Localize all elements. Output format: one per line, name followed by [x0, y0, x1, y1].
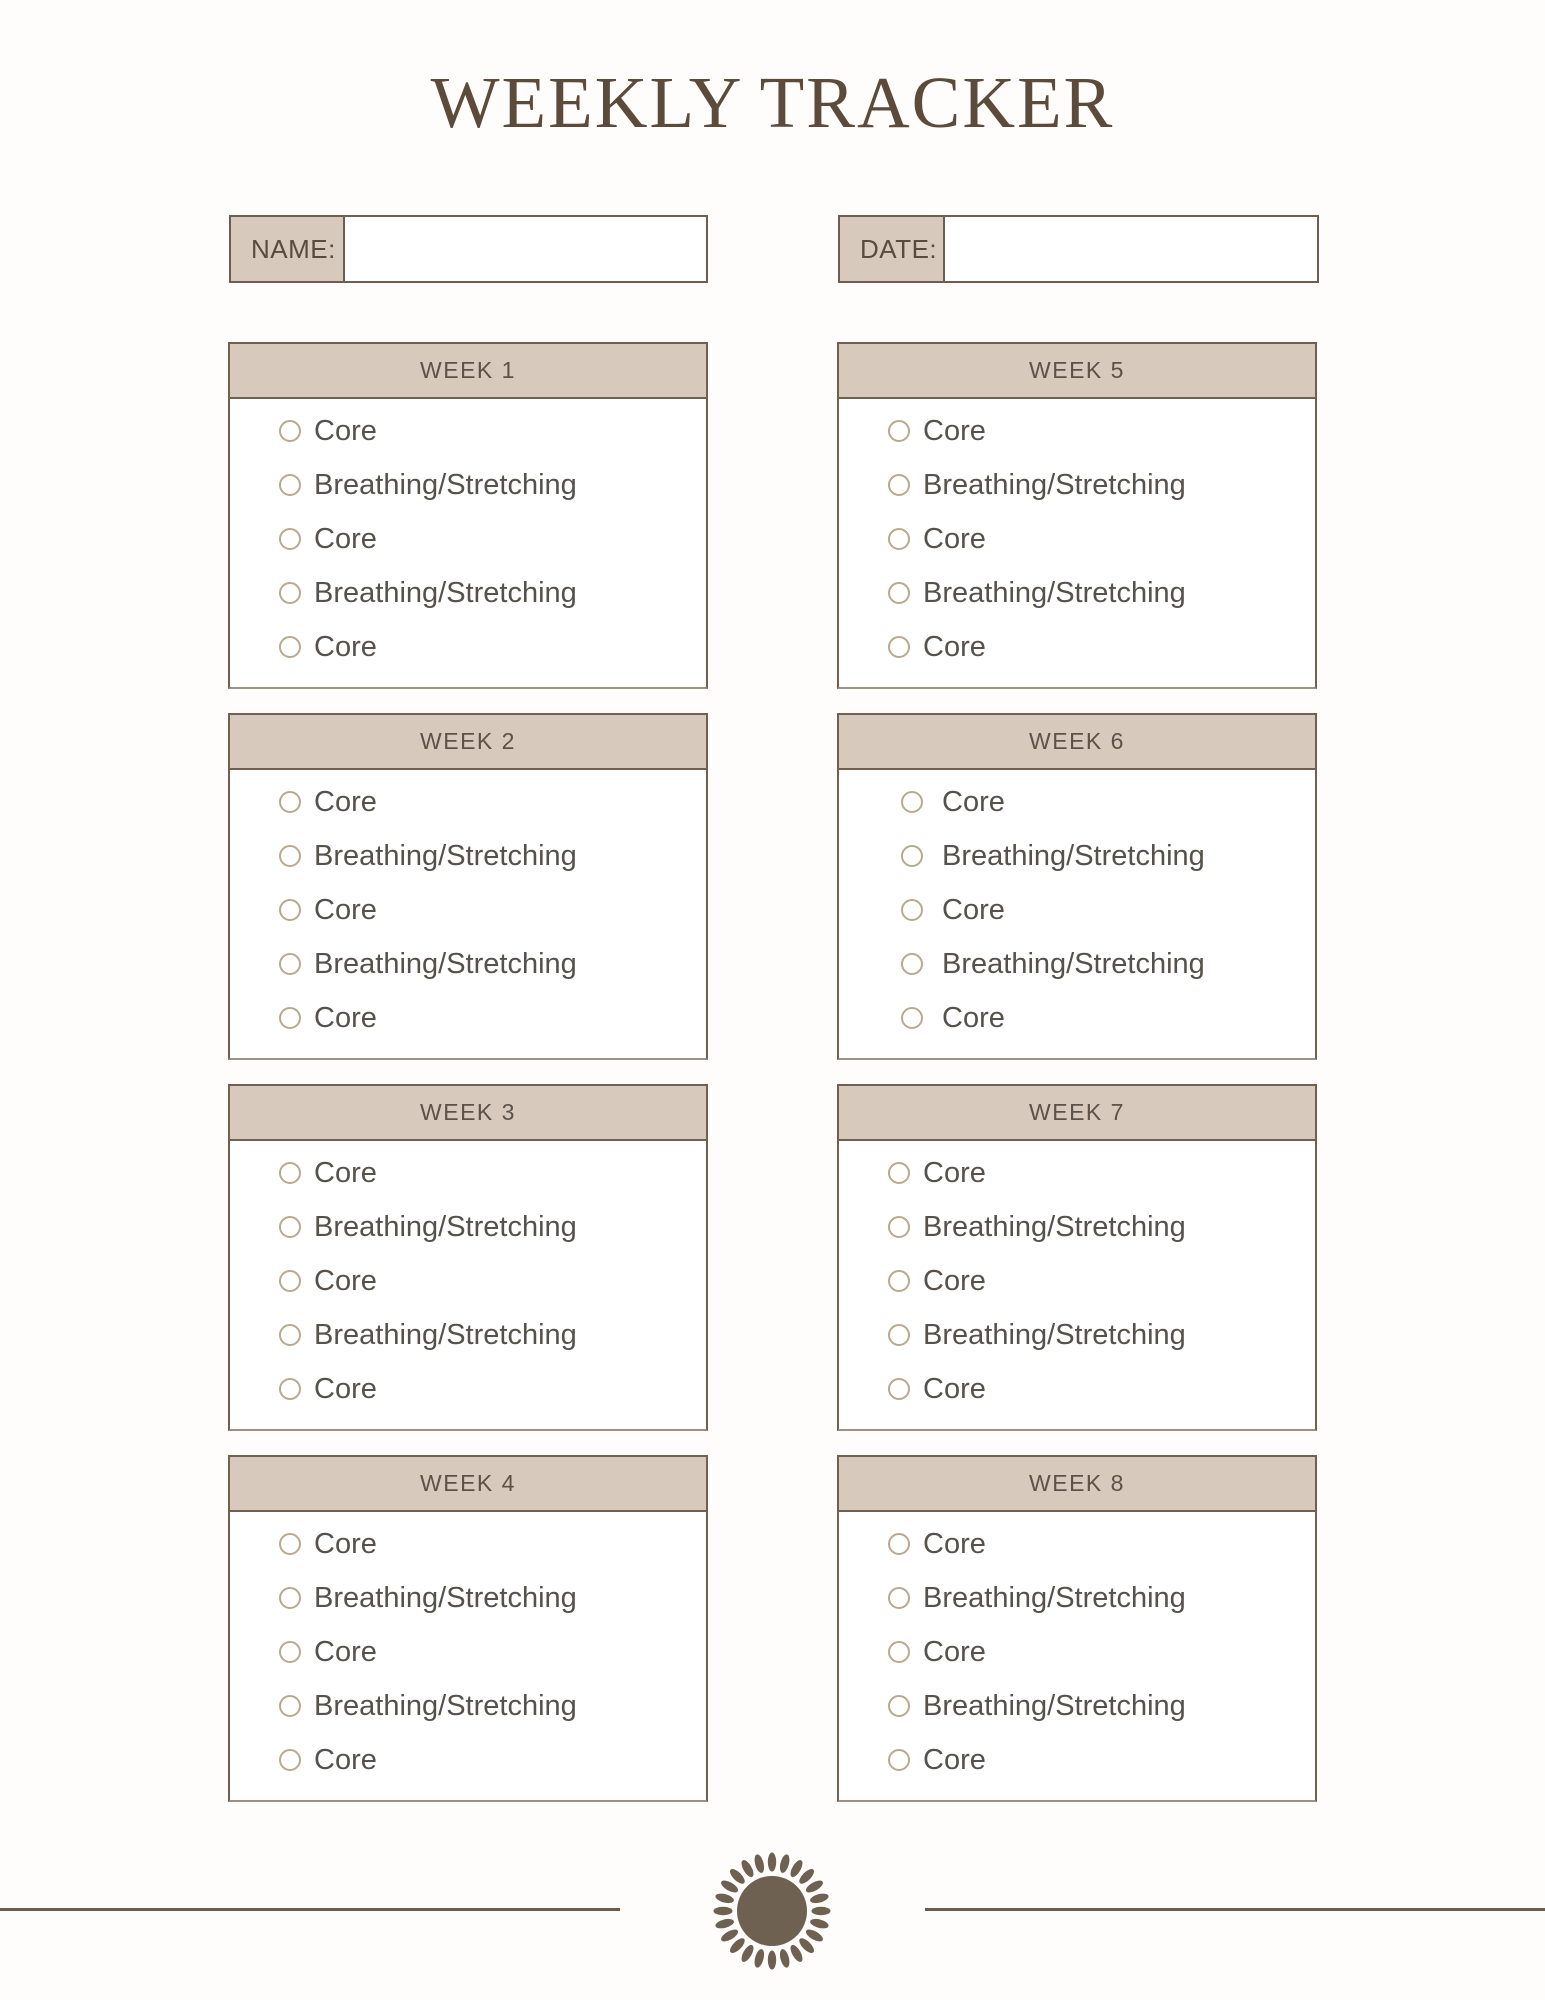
weeks-grid	[228, 342, 1317, 1802]
week-item	[230, 1625, 706, 1679]
week-item	[230, 1733, 706, 1787]
circle-outline-icon[interactable]	[279, 420, 301, 442]
week-item	[839, 1362, 1315, 1416]
week-item	[230, 1200, 706, 1254]
circle-outline-icon[interactable]	[888, 1533, 910, 1555]
week-body	[839, 399, 1315, 687]
item-label: Core	[942, 1001, 1005, 1034]
week-item	[230, 1254, 706, 1308]
week-header: WEEK 3	[230, 1086, 706, 1141]
week-card	[837, 713, 1317, 1060]
item-label: Core	[923, 1372, 986, 1405]
item-label: Core	[314, 893, 377, 926]
week-body	[839, 1512, 1315, 1800]
item-label: Breathing/Stretching	[942, 839, 1205, 872]
item-label: Core	[314, 1264, 377, 1297]
week-item	[839, 991, 1315, 1045]
circle-outline-icon[interactable]	[279, 899, 301, 921]
week-item	[230, 458, 706, 512]
circle-outline-icon[interactable]	[901, 953, 923, 975]
circle-outline-icon[interactable]	[279, 1587, 301, 1609]
week-item	[230, 937, 706, 991]
footer-divider-right	[925, 1908, 1545, 1911]
footer-divider-left	[0, 1908, 620, 1911]
week-item	[230, 991, 706, 1045]
item-label: Breathing/Stretching	[314, 1210, 577, 1243]
circle-outline-icon[interactable]	[888, 1641, 910, 1663]
week-item	[230, 829, 706, 883]
circle-outline-icon[interactable]	[888, 1695, 910, 1717]
item-label: Breathing/Stretching	[314, 468, 577, 501]
circle-outline-icon[interactable]	[888, 1162, 910, 1184]
week-card	[228, 342, 708, 689]
date-field-group	[838, 215, 1319, 283]
item-label: Breathing/Stretching	[314, 947, 577, 980]
circle-outline-icon[interactable]	[279, 1533, 301, 1555]
circle-outline-icon[interactable]	[279, 791, 301, 813]
item-label: Core	[314, 1156, 377, 1189]
circle-outline-icon[interactable]	[888, 420, 910, 442]
item-label: Breathing/Stretching	[314, 1581, 577, 1614]
week-item	[839, 1571, 1315, 1625]
name-field-label: NAME:	[229, 215, 345, 283]
week-item	[230, 1146, 706, 1200]
item-label: Core	[923, 1743, 986, 1776]
circle-outline-icon[interactable]	[888, 582, 910, 604]
circle-outline-icon[interactable]	[901, 899, 923, 921]
week-item	[230, 404, 706, 458]
week-card	[228, 713, 708, 1060]
week-item	[230, 775, 706, 829]
item-label: Breathing/Stretching	[314, 1318, 577, 1351]
circle-outline-icon[interactable]	[888, 1216, 910, 1238]
item-label: Breathing/Stretching	[923, 1318, 1186, 1351]
week-card	[837, 342, 1317, 689]
week-item	[839, 1254, 1315, 1308]
week-item	[230, 1571, 706, 1625]
week-item	[230, 1679, 706, 1733]
week-item	[839, 829, 1315, 883]
week-item	[230, 883, 706, 937]
item-label: Core	[923, 1264, 986, 1297]
item-label: Breathing/Stretching	[942, 947, 1205, 980]
week-item	[230, 512, 706, 566]
sun-icon	[712, 1851, 832, 1971]
week-card	[837, 1455, 1317, 1802]
name-input[interactable]	[345, 215, 708, 283]
week-item	[839, 883, 1315, 937]
circle-outline-icon[interactable]	[901, 791, 923, 813]
circle-outline-icon[interactable]	[279, 1378, 301, 1400]
circle-outline-icon[interactable]	[279, 636, 301, 658]
item-label: Breathing/Stretching	[923, 1581, 1186, 1614]
circle-outline-icon[interactable]	[901, 1007, 923, 1029]
week-header: WEEK 4	[230, 1457, 706, 1512]
item-label: Breathing/Stretching	[314, 1689, 577, 1722]
item-label: Core	[314, 785, 377, 818]
item-label: Core	[923, 630, 986, 663]
week-item	[839, 937, 1315, 991]
item-label: Core	[314, 1527, 377, 1560]
circle-outline-icon[interactable]	[888, 474, 910, 496]
circle-outline-icon[interactable]	[279, 474, 301, 496]
week-item	[230, 566, 706, 620]
circle-outline-icon[interactable]	[279, 845, 301, 867]
week-item	[839, 1146, 1315, 1200]
item-label: Core	[923, 414, 986, 447]
week-header: WEEK 5	[839, 344, 1315, 399]
week-card	[228, 1455, 708, 1802]
week-header: WEEK 8	[839, 1457, 1315, 1512]
week-header: WEEK 2	[230, 715, 706, 770]
week-body	[230, 1512, 706, 1800]
item-label: Breathing/Stretching	[923, 576, 1186, 609]
week-item	[839, 1625, 1315, 1679]
circle-outline-icon[interactable]	[888, 1749, 910, 1771]
item-label: Core	[314, 1001, 377, 1034]
circle-outline-icon[interactable]	[888, 1270, 910, 1292]
name-field-group	[229, 215, 708, 283]
week-item	[230, 1517, 706, 1571]
circle-outline-icon[interactable]	[901, 845, 923, 867]
circle-outline-icon[interactable]	[888, 1378, 910, 1400]
item-label: Core	[942, 893, 1005, 926]
circle-outline-icon[interactable]	[279, 953, 301, 975]
item-label: Core	[314, 1635, 377, 1668]
week-body	[230, 399, 706, 687]
week-body	[230, 770, 706, 1058]
item-label: Core	[923, 1635, 986, 1668]
circle-outline-icon[interactable]	[279, 1007, 301, 1029]
week-item	[230, 620, 706, 674]
week-item	[839, 620, 1315, 674]
item-label: Breathing/Stretching	[923, 1210, 1186, 1243]
week-card	[837, 1084, 1317, 1431]
item-label: Core	[314, 1743, 377, 1776]
week-body	[839, 1141, 1315, 1429]
item-label: Core	[314, 414, 377, 447]
week-item	[839, 1517, 1315, 1571]
week-item	[230, 1308, 706, 1362]
item-label: Core	[923, 522, 986, 555]
page-title: WEEKLY TRACKER	[430, 62, 1115, 143]
week-item	[230, 1362, 706, 1416]
circle-outline-icon[interactable]	[279, 582, 301, 604]
week-body	[230, 1141, 706, 1429]
week-item	[839, 1679, 1315, 1733]
item-label: Breathing/Stretching	[923, 468, 1186, 501]
circle-outline-icon[interactable]	[888, 1324, 910, 1346]
week-item	[839, 1308, 1315, 1362]
circle-outline-icon[interactable]	[888, 528, 910, 550]
circle-outline-icon[interactable]	[279, 1324, 301, 1346]
week-header: WEEK 7	[839, 1086, 1315, 1141]
week-item	[839, 775, 1315, 829]
item-label: Core	[314, 522, 377, 555]
week-body	[839, 770, 1315, 1058]
circle-outline-icon[interactable]	[279, 1270, 301, 1292]
week-card	[228, 1084, 708, 1431]
circle-outline-icon[interactable]	[279, 1749, 301, 1771]
week-item	[839, 1200, 1315, 1254]
circle-outline-icon[interactable]	[279, 1162, 301, 1184]
week-item	[839, 512, 1315, 566]
circle-outline-icon[interactable]	[279, 1641, 301, 1663]
item-label: Core	[923, 1156, 986, 1189]
circle-outline-icon[interactable]	[279, 528, 301, 550]
circle-outline-icon[interactable]	[888, 636, 910, 658]
item-label: Core	[314, 1372, 377, 1405]
week-item	[839, 566, 1315, 620]
week-header: WEEK 6	[839, 715, 1315, 770]
circle-outline-icon[interactable]	[279, 1216, 301, 1238]
week-header: WEEK 1	[230, 344, 706, 399]
item-label: Breathing/Stretching	[314, 839, 577, 872]
item-label: Core	[314, 630, 377, 663]
week-item	[839, 404, 1315, 458]
week-item	[839, 458, 1315, 512]
week-item	[839, 1733, 1315, 1787]
item-label: Core	[923, 1527, 986, 1560]
circle-outline-icon[interactable]	[888, 1587, 910, 1609]
item-label: Core	[942, 785, 1005, 818]
item-label: Breathing/Stretching	[314, 576, 577, 609]
item-label: Breathing/Stretching	[923, 1689, 1186, 1722]
circle-outline-icon[interactable]	[279, 1695, 301, 1717]
date-field-label: DATE:	[838, 215, 945, 283]
date-input[interactable]	[945, 215, 1319, 283]
